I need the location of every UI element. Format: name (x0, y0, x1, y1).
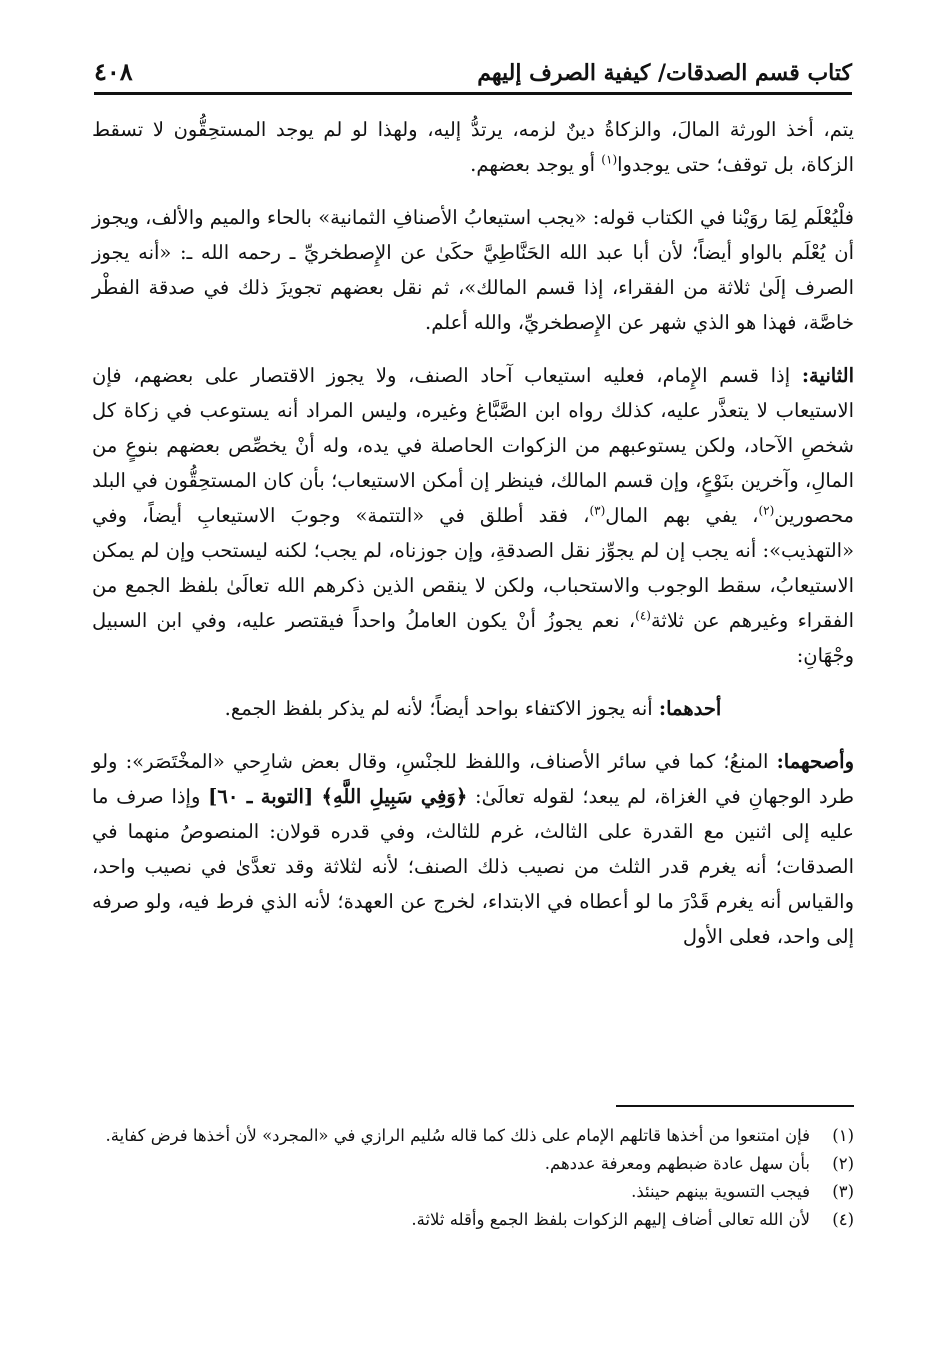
footnote-marker: (٣) (589, 503, 606, 518)
footnote-number: (٢) (832, 1154, 854, 1173)
footnote (92, 1178, 854, 1206)
footnote-number: (٣) (832, 1182, 854, 1201)
paragraph-lead: الثانية: (801, 364, 854, 387)
footnote-text: لأن الله تعالى أضاف إليهم الزكوات بلفظ الجمع وأقله ثلاثة. (411, 1210, 810, 1229)
footnote-number: (٤) (832, 1210, 854, 1229)
footnote-text: فإن امتنعوا من أخذها قاتلهم الإمام على ذلك كما قاله سُليم الرازي في «المجرد» لأن أخذها فرض كفاية. (105, 1126, 810, 1145)
footnote-marker: (٢) (758, 503, 775, 518)
paragraph-text: ، يفي بهم المال (605, 504, 759, 527)
footnote (92, 1206, 854, 1234)
paragraph (92, 358, 854, 673)
paragraph (92, 744, 854, 954)
paragraph-lead: وأصحهما: (776, 750, 854, 773)
paragraph (92, 200, 854, 340)
main-text (92, 112, 854, 972)
page-header (94, 50, 852, 95)
footnote-number: (١) (832, 1126, 854, 1145)
footnote (92, 1150, 854, 1178)
footnote-text: فيجب التسوية بينهم حينئذ. (631, 1182, 810, 1201)
quran-citation: ﴿وَفِي سَبِيلِ اللَّهِ﴾ [التوبة ـ ٦٠] (208, 785, 468, 808)
footnote-marker: (١) (601, 152, 618, 167)
paragraph-text: وإذا صرف ما عليه إلى اثنين مع القدرة على الثالث، غرم للثالث، وفي قدره قولان: المنصوصُ منهما في الصدقات؛ أنه يغرم قدر الثلث من نصيب ذلك الصنف؛ لأنه لثلاثة وقد تعدَّىٰ في نصيب واحد، والقياس أنه يغرم قَدْرَ ما لو أعطاه في الابتداء، لخرج عن العهدة؛ لأنه الذي فرط فيه، ولو صرفه إلى واحد، فعلى الأول (92, 785, 854, 948)
footnotes (92, 1122, 854, 1234)
footnote-divider (616, 1105, 854, 1107)
running-title: كتاب قسم الصدقات/ كيفية الصرف إليهم (477, 60, 852, 86)
paragraph-text: ، نعم يجوزُ أنْ يكون العاملُ واحداً فيقتصر عليه، وفي ابن السبيل وجْهَانِ: (92, 609, 854, 667)
paragraph-text: يتم، أخذ الورثة المالَ، والزكاةُ دينٌ لزمه، يرتدُّ إليه، ولهذا لو لم يوجد المستحِقُّون لا تسقط الزكاة، بل توقف؛ حتى يوجدوا (92, 118, 854, 176)
paragraph (92, 112, 854, 182)
page-number: ٤٠٨ (94, 57, 133, 86)
paragraph-text: ، فقد أطلق في «التتمة» وجوبَ الاستيعابِ أيضاً، وفي «التهذيب»: أنه يجب إن لم يجوِّز نقل الصدقةِ، وإن جوزناه، لم يجب؛ لكنه ليستحب وإن لم يمكن الاستيعابُ، سقط الوجوب والاستحباب، ولكن لا ينقص الذين ذكرهم الله تعالَىٰ بلفظ الجمع من الفقراء وغيرهم عن ثلاثة (92, 504, 855, 632)
paragraph-lead: أحدهما: (658, 697, 722, 720)
paragraph-text: المنعُ؛ كما في سائر الأصناف، واللفظ للجنْسِ، وقال بعض شارِحي «المخْتَصَر»: ولو طرد الوجهانِ في الغزاة، لم يبعد؛ لقوله تعالَىٰ: (92, 750, 854, 808)
paragraph (92, 691, 854, 726)
paragraph-text: فلْيُعْلَم لِمَا روَيْنا في الكتاب قوله: «يجب استيعابُ الأصنافِ الثمانية» بالحاء والميم والألف، ويجوز أن يُعْلَم بالواو أيضاً؛ لأن أبا عبد الله الحَنَّاطِيَّ حكَىٰ عن الإِصطخريِّ ـ رحمه الله ـ: «أنه يجوز الصرف إلَىٰ ثلاثة من الفقراء، إذا قسم المالك»، ثم نقل بعضهم تجويزَ ذلك في صدقة الفطْر خاصَّة، فهذا هو الذي شهر عن الإِصطخريِّ، والله أعلم. (92, 206, 854, 334)
footnote-marker: (٤) (635, 608, 651, 623)
paragraph-text: أنه يجوز الاكتفاء بواحد أيضاً؛ لأنه لم يذكر بلفظ الجمع. (224, 697, 659, 720)
paragraph-text: إذا قسم الإِمام، فعليه استيعاب آحاد الصنف، ولا يجوز الاقتصار على بعضهم، فإن الاستيعاب لا يتعذَّر عليه، كذلك رواه ابن الصَّبَّاغ وغيره، وليس المراد أنه يستوعب في زكاة كل شخصِ الآحاد، ولكن يستوعبهم من الزكوات الحاصلة في يده، وله أنْ يخصِّص بعضهم بنوعٍ من المالِ، وآخرين بنَوْعٍ، وإن قسم المالك، فينظر إن أمكن الاستيعاب؛ بأن كان المستحِقُّون في البلد محصورين (92, 364, 854, 527)
footnote (92, 1122, 854, 1150)
paragraph-text: أو يوجد بعضهم. (470, 153, 602, 176)
footnote-text: بأن سهل عادة ضبطهم ومعرفة عددهم. (544, 1154, 810, 1173)
